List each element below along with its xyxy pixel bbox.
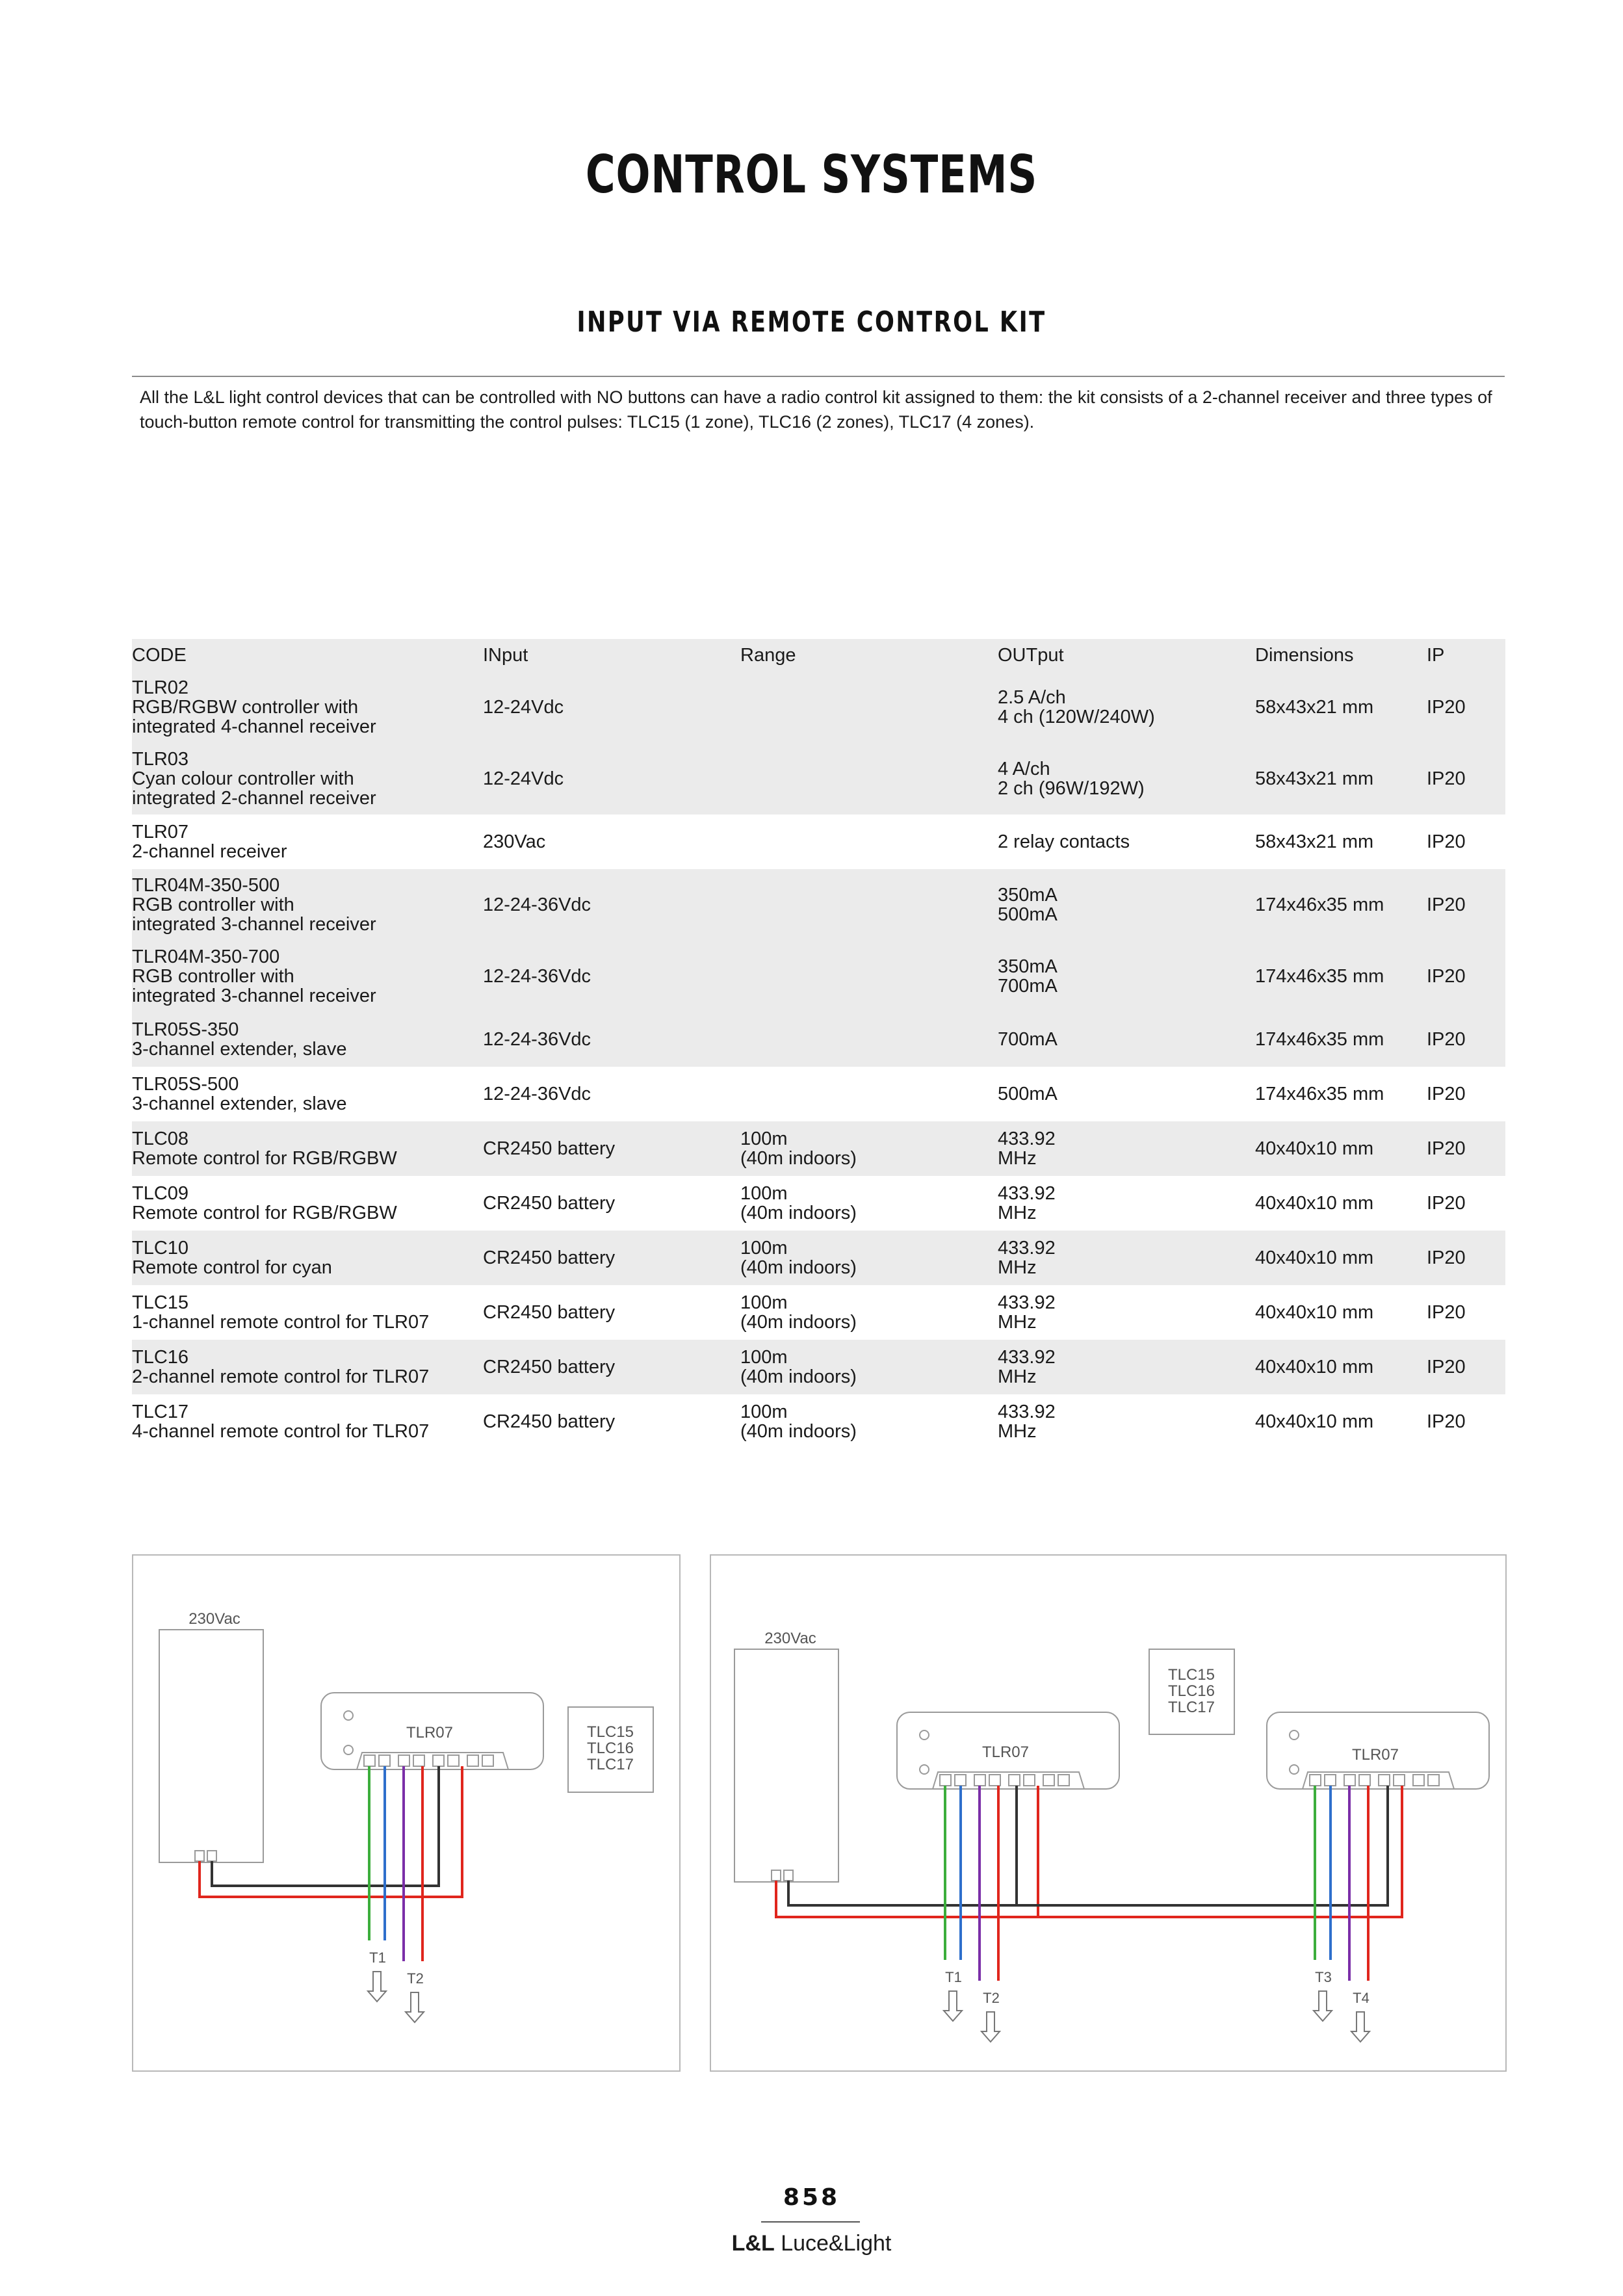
product-description: Remote control for cyan	[132, 1257, 332, 1278]
cell-code	[132, 1067, 483, 1121]
cell-ip: IP20	[1427, 1084, 1466, 1104]
cell-dimensions: 40x40x10 mm	[1255, 1193, 1374, 1214]
receiver-label: TLR07	[1351, 1746, 1399, 1764]
cell-ip: IP20	[1427, 1411, 1466, 1432]
brand-bold: L&L	[731, 2231, 775, 2256]
cell-output: 500mA	[998, 1084, 1058, 1104]
cell-input: 12-24-36Vdc	[483, 1012, 740, 1067]
cell-output: 433.92 MHz	[998, 1183, 1056, 1223]
table-row	[132, 1231, 1505, 1285]
cell-dimensions: 40x40x10 mm	[1255, 1302, 1374, 1323]
intro-paragraph: All the L&L light control devices that can be controlled with NO buttons can have a radio control kit assigned to them: the kit consists of a 2-channel receiver and three types of touch-button remote control for transmitting the control pulses: TLC15 (1 zone), TLC16 (2 zones), TLC17 (4 zones).	[140, 387, 1492, 432]
cell-range	[740, 941, 998, 1012]
cell-dimensions: 58x43x21 mm	[1255, 743, 1427, 815]
product-description: integrated 2-channel receiver	[132, 788, 376, 809]
cell-ip: IP20	[1427, 941, 1505, 1012]
cell-input: 12-24-36Vdc	[483, 869, 740, 941]
cell-input: CR2450 battery	[483, 1121, 740, 1176]
cell-code	[132, 1231, 483, 1285]
cell-code	[132, 815, 483, 869]
terminal-label: T1	[369, 1950, 386, 1966]
product-code: TLR05S-500	[132, 1074, 239, 1095]
product-description: RGB controller with	[132, 894, 294, 915]
cell-range	[740, 1012, 998, 1067]
product-description: Remote control for RGB/RGBW	[132, 1148, 397, 1169]
cell-dimensions: 58x43x21 mm	[1255, 672, 1427, 743]
product-description: integrated 3-channel receiver	[132, 914, 376, 935]
cell-code	[132, 1340, 483, 1394]
product-description: 2-channel remote control for TLR07	[132, 1366, 430, 1387]
receiver-label: TLR07	[406, 1724, 454, 1742]
cell-input: 12-24Vdc	[483, 743, 740, 815]
table-row	[132, 743, 1505, 815]
cell-range: 100m (40m indoors)	[740, 1340, 998, 1394]
product-description: RGB controller with	[132, 966, 294, 987]
header-input: INput	[483, 639, 740, 672]
table-row	[132, 1176, 1505, 1231]
table-row	[132, 941, 1505, 1012]
product-description: RGB/RGBW controller with	[132, 697, 359, 718]
table-row	[132, 1012, 1505, 1067]
cell-input: CR2450 battery	[483, 1231, 740, 1285]
cell-code	[132, 1285, 483, 1340]
header-range: Range	[740, 639, 998, 672]
table-row	[132, 1394, 1505, 1449]
cell-code	[132, 1121, 483, 1176]
cell-input: 12-24-36Vdc	[483, 1084, 591, 1104]
cell-ip: IP20	[1427, 1121, 1505, 1176]
diagram-frame	[133, 1555, 680, 2071]
wiring-diagram-2	[710, 1554, 1507, 2072]
terminal-label: T4	[1353, 1990, 1370, 2006]
cell-dimensions: 174x46x35 mm	[1255, 1012, 1427, 1067]
cell-dimensions: 174x46x35 mm	[1255, 941, 1427, 1012]
product-description: 4-channel remote control for TLR07	[132, 1421, 430, 1442]
cell-range: 100m (40m indoors)	[740, 1121, 998, 1176]
table-row	[132, 1121, 1505, 1176]
table-row	[132, 1067, 1505, 1121]
cell-dimensions: 40x40x10 mm	[1255, 1121, 1427, 1176]
cell-output: 700mA	[998, 1012, 1255, 1067]
cell-ip: IP20	[1427, 1302, 1466, 1323]
cell-dimensions: 174x46x35 mm	[1255, 1084, 1384, 1104]
cell-ip: IP20	[1427, 1340, 1505, 1394]
product-description: integrated 4-channel receiver	[132, 716, 376, 737]
page-number: 858	[783, 2184, 840, 2211]
cell-output: 350mA 700mA	[998, 941, 1255, 1012]
footer-divider	[761, 2221, 860, 2223]
cell-code	[132, 1176, 483, 1231]
cell-output: 433.92 MHz	[998, 1340, 1255, 1394]
section-divider	[132, 376, 1505, 377]
remote-label: TLC15	[586, 1723, 634, 1741]
terminal-label: T2	[983, 1990, 1000, 2006]
cell-input: 230Vac	[483, 831, 546, 852]
cell-dimensions: 40x40x10 mm	[1255, 1411, 1374, 1432]
supply-label: 230Vac	[188, 1610, 240, 1628]
cell-output: 2 relay contacts	[998, 831, 1130, 852]
cell-dimensions: 58x43x21 mm	[1255, 831, 1374, 852]
cell-ip: IP20	[1427, 1012, 1505, 1067]
product-code: TLC08	[132, 1128, 189, 1149]
cell-code	[132, 1394, 483, 1449]
cell-code	[132, 1012, 483, 1067]
remote-label: TLC16	[1167, 1682, 1215, 1700]
table-row	[132, 869, 1505, 941]
table-body	[132, 672, 1505, 1449]
product-code: TLC15	[132, 1292, 189, 1313]
cell-range	[740, 869, 998, 941]
product-code: TLC17	[132, 1402, 189, 1422]
supply-label: 230Vac	[764, 1630, 816, 1647]
cell-range: 100m (40m indoors)	[740, 1231, 998, 1285]
cell-output: 2.5 A/ch 4 ch (120W/240W)	[998, 672, 1255, 743]
remote-label: TLC16	[586, 1740, 634, 1757]
product-description: 2-channel receiver	[132, 841, 287, 862]
cell-range: 100m (40m indoors)	[740, 1292, 857, 1333]
product-description: integrated 3-channel receiver	[132, 985, 376, 1006]
cell-input: CR2450 battery	[483, 1193, 616, 1214]
cell-ip: IP20	[1427, 869, 1505, 941]
cell-output: 433.92 MHz	[998, 1292, 1056, 1333]
product-code: TLR05S-350	[132, 1019, 239, 1040]
product-code: TLR03	[132, 749, 189, 770]
section-subtitle: INPUT VIA REMOTE CONTROL KIT	[577, 306, 1046, 339]
product-code: TLC16	[132, 1347, 189, 1368]
brand-footer	[0, 2231, 1623, 2256]
terminal-label: T1	[945, 1969, 962, 1985]
table-row	[132, 815, 1505, 869]
cell-ip: IP20	[1427, 831, 1466, 852]
cell-ip: IP20	[1427, 743, 1505, 815]
cell-input: 12-24-36Vdc	[483, 941, 740, 1012]
product-description: 3-channel extender, slave	[132, 1093, 347, 1114]
product-description: 1-channel remote control for TLR07	[132, 1312, 430, 1333]
table-header-row	[132, 639, 1505, 672]
header-ip: IP	[1427, 639, 1505, 672]
table-row	[132, 1285, 1505, 1340]
table-row	[132, 672, 1505, 743]
wiring-diagram-1	[132, 1554, 681, 2072]
cell-dimensions: 174x46x35 mm	[1255, 869, 1427, 941]
cell-input: CR2450 battery	[483, 1302, 616, 1323]
product-code: TLR04M-350-500	[132, 875, 280, 896]
remote-label: TLC17	[1167, 1699, 1215, 1716]
header-code: CODE	[132, 639, 483, 672]
remote-label: TLC15	[1167, 1666, 1215, 1684]
product-description: 3-channel extender, slave	[132, 1039, 347, 1060]
cell-range	[740, 1067, 998, 1121]
product-code: TLR02	[132, 677, 189, 698]
spec-table	[132, 639, 1505, 1449]
cell-range	[740, 815, 998, 869]
remote-label: TLC17	[586, 1756, 634, 1773]
cell-output: 433.92 MHz	[998, 1231, 1255, 1285]
cell-ip: IP20	[1427, 672, 1505, 743]
cell-ip: IP20	[1427, 1231, 1505, 1285]
cell-range	[740, 672, 998, 743]
product-description: Cyan colour controller with	[132, 768, 354, 789]
cell-output: 350mA 500mA	[998, 869, 1255, 941]
table-row	[132, 1340, 1505, 1394]
product-code: TLC09	[132, 1183, 189, 1204]
product-description: Remote control for RGB/RGBW	[132, 1203, 397, 1223]
cell-input: 12-24Vdc	[483, 672, 740, 743]
product-code: TLR04M-350-700	[132, 946, 280, 967]
cell-dimensions: 40x40x10 mm	[1255, 1340, 1427, 1394]
header-output: OUTput	[998, 639, 1255, 672]
cell-code	[132, 869, 483, 941]
cell-dimensions: 40x40x10 mm	[1255, 1231, 1427, 1285]
cell-range: 100m (40m indoors)	[740, 1183, 857, 1223]
brand-name: Luce&Light	[781, 2231, 892, 2256]
header-dimensions: Dimensions	[1255, 639, 1427, 672]
cell-code	[132, 672, 483, 743]
product-code: TLR07	[132, 822, 189, 842]
cell-input: CR2450 battery	[483, 1340, 740, 1394]
cell-code	[132, 941, 483, 1012]
terminal-label: T3	[1315, 1969, 1332, 1985]
terminal-label: T2	[407, 1970, 424, 1987]
product-code: TLC10	[132, 1238, 189, 1259]
cell-range	[740, 743, 998, 815]
cell-output: 433.92 MHz	[998, 1402, 1056, 1442]
page-title: CONTROL SYSTEMS	[585, 144, 1038, 205]
cell-code	[132, 743, 483, 815]
cell-input: CR2450 battery	[483, 1411, 616, 1432]
cell-output: 433.92 MHz	[998, 1121, 1255, 1176]
cell-ip: IP20	[1427, 1193, 1466, 1214]
receiver-label: TLR07	[981, 1743, 1030, 1761]
cell-range: 100m (40m indoors)	[740, 1402, 857, 1442]
cell-output: 4 A/ch 2 ch (96W/192W)	[998, 743, 1255, 815]
